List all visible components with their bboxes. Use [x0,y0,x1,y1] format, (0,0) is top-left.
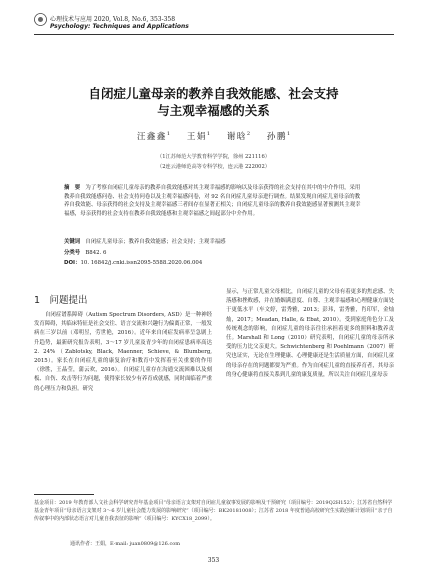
section-heading: 1 问题提出 [34,295,88,306]
author-name: 汪鑫鑫 [136,132,167,142]
doi [64,259,364,268]
author-list [0,130,427,142]
keywords-label: 关键词 [64,239,81,245]
footnote-divider [34,494,94,495]
paper-title-line2: 与主观幸福感的关系 [157,103,270,118]
affiliation: （2连云港师范高等专科学校，连云港 222002） [157,164,270,170]
author-name: 王娟 [186,132,207,142]
author-affiliation-mark: 1 [286,131,291,138]
classification-label: 分类号 [64,250,81,256]
author-affiliation-mark: 1 [166,131,171,138]
page-number: 353 [207,557,220,564]
doi-text: 10. 16842/j.cnki.issn2095-5588.2020.06.004 [80,260,203,266]
author-name: 孙鹏 [266,132,287,142]
journal-name-en: Psychology: Techniques and Applications [50,23,189,30]
footnote-funding: 基金项目：2019 年教育部人文社会科学研究青年基金项目“母亲语言支架对自闭症儿童叙事发展的影响及干预研究（项目编号：2019Q2H152）；江苏省自然科学基金青年项目“母亲语言支架对 3～6 岁儿童社会能力发展的影响研究”（项目编号：BK20181008）；江苏省 2018 年度普通高校研究生实践创新计划项目“亲子自传叙事中的内部状态语言对儿童自我表征的影响”（项目编号：KYCX18_2099）。 [34,500,393,522]
keywords [64,238,364,247]
header-divider [34,34,394,35]
classification-text: B842. 6 [85,250,107,256]
author-affiliation-mark: 2 [246,131,251,138]
abstract-text: 为了考察自闭症儿童母亲的教养自我效能感对其主观幸福感的影响以及母亲获得的社会支持在其中的中介作用，采用教养自我效能感问卷、社会支持问卷以及主观幸福感问卷，对 92 名自闭症儿童母亲进行调查。结果发现自闭症儿童母亲的教养自我效能、母亲获得的社会支持及主观幸福感三者间存在显著正相关；自闭症儿童母亲的教养自我效能感显著预测其主观幸福感，母亲获得的社会支持在教养自我效能感和主观幸福感之间起部分中介作用。 [64,185,361,217]
journal-logo-icon [34,13,47,26]
journal-citation: 心理技术与应用 2020, Vol.8, No.6, 353-358 [50,16,176,23]
body-column-right: 显示，与正常儿童父母相比，自闭症儿童的父母有着更多的焦虑感、失落感和挫败感，并在婚姻满意度、自尊、主观幸福感和心理健康方面处于更低水平（车文婷，雷秀雅，2013；彭玮，雷秀雅，肖印军，金灿灿，2017；Meadan, Halle, & Ebat, 2010）。受到家庭角色分工及传统观念的影响，自闭症儿童的母亲往往承担着更多的照料和教养责任。Marshall 和 Long（2010）研究表明，自闭症儿童的母亲所承受的压力比父亲更大。Schwichtenberg 和 Poehlmann（2007）研究也证实，无论在生理健康、心理健康还是生活质量方面，自闭症儿童的母亲存在的问题都要为严重。作为自闭症儿童的直接养育者，其母亲的身心健康将直接关系到儿童的康复质量，所以关注自闭症儿童母亲 [226,289,394,378]
footnote-correspondence: 通讯作者：王娟，E-mail: juan0809@126.com [70,541,181,547]
paper-title-line1: 自闭症儿童母亲的教养自我效能感、社会支持 [88,86,339,101]
author-name: 谢晗 [226,132,247,142]
author-affiliation-mark: 1 [206,131,211,138]
abstract [64,184,364,218]
classification-number [64,249,364,258]
affiliation: （1江苏师范大学教育科学学院，徐州 221116） [157,154,270,160]
doi-label: DOI： [64,260,81,266]
keywords-text: 自闭症儿童母亲；教养自我效能感；社会支持；主观幸福感 [85,239,226,245]
abstract-label: 摘 要 [64,185,81,191]
body-column-left: 自闭症谱系障碍（Autism Spectrum Disorders, ASD）是一种神经发育障碍，其临床特征是社会交往、语言交流和兴趣行为偏离正常，一般发病在三岁以前（邓明昱，劳世艳，2016）。近年来自闭症发病率呈急剧上升趋势，最新研究报告表明，3～17 岁儿童及青少年的自闭症患病率高达 2. 24%（Zablotsky, Black, Maenner, Schieve, & Blumberg, 2015）。家长在自闭症儿童的康复治疗和教育中发挥着至关重要的作用（徐胜，王晶莹，蒲云欢，2016）。自闭症儿童存在沟通交流困难以及刻板、自伤、攻击等行为问题，使得家长较少有养育成就感，同时面临着严重的心理压力和负担。研究 [34,312,212,392]
